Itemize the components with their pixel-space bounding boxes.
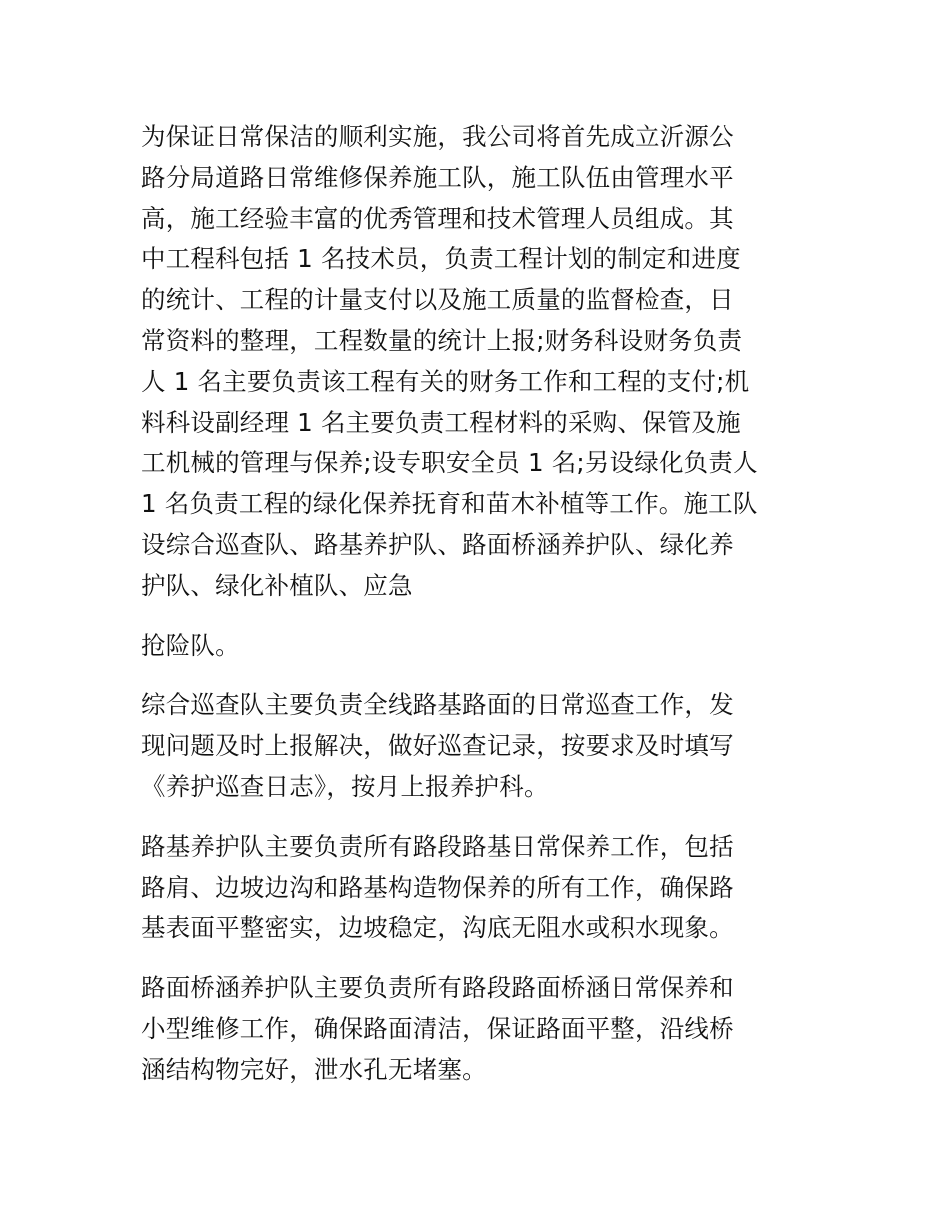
text-line: 综合巡查队主要负责全线路基路面的日常巡查工作，发: [141, 690, 734, 720]
text-line: 中工程科包括 1 名技术员，负责工程计划的制定和进度: [141, 244, 741, 274]
text-line: 工机械的管理与保养;设专职安全员 1 名;另设绿化负责人: [141, 448, 758, 478]
paragraph-emergency-team: [141, 626, 821, 667]
text-line: 设综合巡查队、路基养护队、路面桥涵养护队、绿化养: [141, 529, 734, 559]
text-line: 人 1 名主要负责该工程有关的财务工作和工程的支付;机: [141, 366, 750, 396]
text-line: 路面桥涵养护队主要负责所有路段路面桥涵日常保养和: [141, 973, 734, 1003]
text-line: 路基养护队主要负责所有路段路基日常保养工作，包括: [141, 831, 734, 861]
paragraph-patrol-team: [141, 685, 821, 807]
text-line: 的统计、工程的计量支付以及施工质量的监督检查，日: [141, 285, 734, 315]
text-line: 基表面平整密实，边坡稳定，沟底无阻水或积水现象。: [141, 913, 734, 943]
text-line: 料科设副经理 1 名主要负责工程材料的采购、保管及施: [141, 407, 741, 437]
text-line: 路肩、边坡边沟和路基构造物保养的所有工作，确保路: [141, 872, 734, 902]
text-line: 抢险队。: [141, 630, 240, 660]
document-body: [141, 117, 821, 1110]
text-line: 路分局道路日常维修保养施工队，施工队伍由管理水平: [141, 162, 734, 192]
text-line: 护队、绿化补植队、应急: [141, 570, 413, 600]
paragraph-subgrade-team: [141, 827, 821, 949]
text-line: 常资料的整理，工程数量的统计上报;财务科设财务负责: [141, 325, 743, 355]
text-line: 高，施工经验丰富的优秀管理和技术管理人员组成。其: [141, 203, 734, 233]
paragraph-pavement-bridge-team: [141, 968, 821, 1090]
text-line: 1 名负责工程的绿化保养抚育和苗木补植等工作。施工队: [141, 489, 758, 519]
text-line: 《养护巡查日志》，按月上报养护科。: [141, 771, 549, 801]
text-line: 为保证日常保洁的顺利实施，我公司将首先成立沂源公: [141, 122, 734, 151]
text-line: 涵结构物完好，泄水孔无堵塞。: [141, 1054, 487, 1084]
paragraph-team-setup: [141, 117, 821, 607]
text-line: 小型维修工作，确保路面清洁，保证路面平整，沿线桥: [141, 1013, 734, 1043]
text-line: 现问题及时上报解决，做好巡查记录，按要求及时填写: [141, 731, 734, 761]
